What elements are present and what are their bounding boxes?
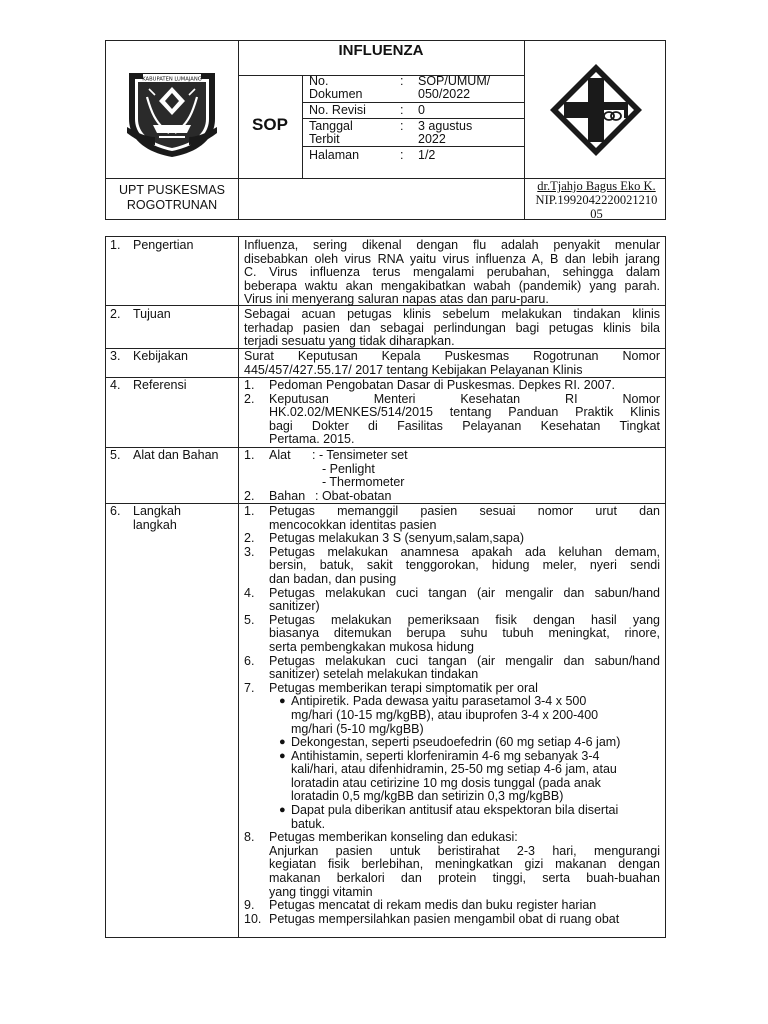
- item-number: 8.: [244, 830, 255, 845]
- item-number: 4.: [244, 585, 255, 600]
- text-line: Petugas mencatat di rekam medis dan buku register harian: [269, 898, 597, 913]
- list-item: [238, 379, 660, 393]
- item-number: 10.: [244, 911, 262, 926]
- section-number: 4.: [110, 378, 121, 392]
- section-text-kebijakan: [244, 350, 660, 377]
- item-number: 2.: [244, 488, 255, 503]
- text-line: HK.02.02/MENKES/514/2015 tentang Panduan Praktik Klinis: [269, 405, 660, 420]
- kabupaten-emblem-icon: [125, 67, 219, 159]
- section-title: Referensi: [133, 378, 187, 392]
- text-line: Petugas melakukan cuci tangan (air mengalir dan sabun/hand: [269, 585, 660, 600]
- text-line: kegiatan fisik berlebihan, meningkatkan gizi makanan dengan: [269, 857, 660, 872]
- unit-name: [106, 183, 238, 213]
- field-value: 1/2: [418, 148, 436, 162]
- section-title: Tujuan: [133, 307, 171, 321]
- item-number: 1.: [244, 448, 255, 462]
- list-item: [238, 899, 660, 913]
- bullet-icon: ●: [279, 736, 286, 749]
- item-number: 6.: [244, 653, 255, 668]
- signer-nip: NIP.1992042220021210: [535, 193, 658, 207]
- text-line: disebabkan oleh virus RNA yaitu virus influenza A, B dan lebih jarang: [244, 251, 660, 266]
- list-item: [238, 913, 660, 927]
- item-number: 1.: [244, 504, 255, 518]
- puskesmas-logo-icon: [546, 60, 646, 160]
- text-line: Petugas mempersilahkan pasien mengambil obat di ruang obat: [269, 911, 620, 926]
- text-line: sanitizer) setelah melakukan tindakan: [269, 667, 479, 682]
- text-line: Petugas memanggil pasien sesuai nomor urut dan: [269, 504, 660, 518]
- field-label: Dokumen: [309, 87, 363, 101]
- alat-item: - Thermometer: [322, 475, 405, 490]
- sop-label: SOP: [252, 115, 288, 134]
- item-number: 2.: [244, 531, 255, 546]
- field-colon: :: [400, 119, 404, 133]
- text-line: yang tinggi vitamin: [269, 884, 373, 899]
- text-line: Dekongestan, seperti pseudoefedrin (60 mg setiap 4-6 jam): [291, 735, 621, 750]
- section-title: Pengertian: [133, 238, 194, 252]
- therapy-item: [238, 736, 660, 750]
- section-number: 2.: [110, 307, 121, 321]
- unit-line: UPT PUSKESMAS: [118, 183, 226, 197]
- text-line: Sebagai acuan petugas klinis sebelum melakukan tindakan klinis: [244, 307, 660, 321]
- bullet-icon: ●: [279, 749, 286, 762]
- field-label: Terbit: [309, 132, 340, 146]
- therapy-item: [238, 750, 660, 804]
- list-item: [238, 682, 660, 696]
- text-line: mencocokkan identitas pasien: [269, 517, 437, 532]
- text-line: mg/hari (10-15 mg/kgBB), atau ibuprofen 3-4 x 200-400: [291, 707, 599, 722]
- text-line: Petugas melakukan anamnesa apakah ada keluhan demam,: [269, 544, 660, 559]
- emblem-text: KABUPATEN LUMAJANG: [142, 76, 202, 83]
- field-colon: :: [400, 74, 404, 88]
- text-line: Pertama. 2015.: [269, 432, 355, 447]
- text-line: Petugas melakukan cuci tangan (air mengalir dan sabun/hand: [269, 653, 660, 668]
- list-item: [238, 587, 660, 614]
- divider: [302, 75, 303, 178]
- list-item: [238, 655, 660, 682]
- signer-nip-cont: 05: [590, 207, 603, 221]
- bahan-label: Bahan: [269, 488, 306, 503]
- text-line: Keputusan Menteri Kesehatan RI Nomor: [269, 391, 660, 406]
- field-label: No.: [309, 74, 329, 88]
- text-line: C. Virus influenza terus mengalami perubahan, sehingga dalam: [244, 265, 660, 280]
- item-number: 5.: [244, 612, 255, 627]
- item-number: 1.: [244, 378, 255, 392]
- text-line: Virus ini menyerang saluran napas atas dan paru-paru.: [244, 292, 549, 307]
- text-line: dan badan, dan pusing: [269, 571, 397, 586]
- text-line: serta pembengkakan mukosa hidung: [269, 639, 474, 654]
- text-line: beberapa waktu akan mengakibatkan wabah (pandemik) yang parah.: [244, 278, 660, 293]
- title-line: Langkah: [133, 504, 181, 518]
- text-line: terjadi sesuatu yang tidak diharapkan.: [244, 334, 455, 349]
- section-text-pengertian: [244, 239, 660, 307]
- field-value: 0: [418, 103, 425, 117]
- divider: [302, 146, 524, 147]
- section-title: [133, 505, 233, 532]
- text-line: makanan berkalori dan protein tinggi, serta buah-buahan: [269, 871, 660, 886]
- text-line: Antihistamin, seperti klorfeniramin 4-6 mg sebanyak 3-4: [291, 748, 600, 763]
- text-line: Petugas melakukan 3 S (senyum,salam,sapa): [269, 531, 524, 546]
- text-line: kali/hari, atau difenhidramin, 25-50 mg setiap 4-6 jam, atau: [291, 762, 617, 777]
- text-line: 445/457/427.55.17/ 2017 tentang Kebijakan Pelayanan Klinis: [244, 362, 583, 377]
- signature-block: [526, 179, 667, 221]
- content-table: [105, 236, 666, 938]
- item-number: 7.: [244, 680, 255, 695]
- header-table: [105, 40, 666, 220]
- field-label: Halaman: [309, 148, 360, 162]
- alat-item: : - Tensimeter set: [312, 448, 408, 462]
- field-value: SOP/UMUM/: [418, 74, 491, 88]
- field-value: 2022: [418, 132, 446, 146]
- text-line: Antipiretik. Pada dewasa yaitu parasetamol 3-4 x 500: [291, 694, 587, 709]
- section-number: 1.: [110, 238, 121, 252]
- unit-line: ROGOTRUNAN: [126, 198, 218, 212]
- field-label: Tanggal: [309, 119, 353, 133]
- list-item: [238, 546, 660, 587]
- list-item: [238, 831, 660, 899]
- field-value: 050/2022: [418, 87, 471, 101]
- divider: [524, 41, 525, 219]
- item-number: 9.: [244, 898, 255, 913]
- text-line: Petugas memberikan konseling dan edukasi:: [269, 830, 518, 845]
- title-line: langkah: [133, 517, 177, 532]
- alat-label: Alat: [269, 448, 291, 462]
- text-line: Anjurkan pasien untuk beristirahat 2-3 hari, mengurangi: [269, 843, 660, 858]
- alat-item: - Penlight: [322, 461, 375, 476]
- text-line: Influenza, sering dikenal dengan flu adalah penyakit menular: [244, 238, 660, 252]
- alat-bahan-list: [238, 449, 660, 503]
- referensi-list: [238, 379, 660, 447]
- signer-name: dr.Tjahjo Bagus Eko K.: [537, 179, 656, 193]
- bullet-icon: ●: [279, 695, 286, 708]
- section-number: 5.: [110, 448, 121, 462]
- field-colon: :: [400, 148, 404, 162]
- text-line: sanitizer): [269, 599, 320, 614]
- text-line: loratadin atau cetirizine 10 mg dosis tunggal (pada anak: [291, 775, 601, 790]
- field-colon: :: [400, 103, 404, 117]
- therapy-item: [238, 695, 660, 736]
- list-item: [238, 614, 660, 655]
- item-number: 2.: [244, 391, 255, 406]
- section-title: Alat dan Bahan: [133, 448, 219, 462]
- text-line: Pedoman Pengobatan Dasar di Puskesmas. Depkes RI. 2007.: [269, 378, 616, 392]
- text-line: loratadin 0,5 mg/kgBB dan setirizin 0,3 mg/kgBB): [291, 789, 564, 804]
- text-line: Dapat pula diberikan antitusif atau ekspektoran bila disertai: [291, 803, 619, 818]
- langkah-list: [238, 505, 660, 926]
- section-number: 3.: [110, 349, 121, 363]
- therapy-item: [238, 804, 660, 831]
- item-number: 3.: [244, 544, 255, 559]
- text-line: biasanya ditemukan berupa suhu tubuh meningkat, rinore,: [269, 626, 660, 641]
- text-line: bagi Dokter di Fasilitas Pelayanan Kesehatan Tingkat: [269, 418, 660, 433]
- field-value: 3 agustus: [418, 119, 473, 133]
- field-label: No. Revisi: [309, 103, 366, 117]
- section-title: Kebijakan: [133, 349, 188, 363]
- text-line: terhadap pasien dan sebagai perlindungan bagi petugas klinis bila: [244, 320, 660, 335]
- list-item: [238, 505, 660, 532]
- text-line: mg/hari (5-10 mg/kgBB): [291, 721, 424, 736]
- text-line: bersin, batuk, sakit tenggorokan, hidung meler, nyeri sendi: [269, 558, 660, 573]
- section-number: 6.: [110, 504, 121, 518]
- section-text-tujuan: [244, 308, 660, 349]
- text-line: Petugas memberikan terapi simptomatik per oral: [269, 680, 538, 695]
- bullet-icon: ●: [279, 804, 286, 817]
- bahan-value: : Obat-obatan: [315, 488, 392, 503]
- list-item: [238, 532, 660, 546]
- text-line: Surat Keputusan Kepala Puskesmas Rogotrunan Nomor: [244, 349, 660, 363]
- text-line: Petugas melakukan pemeriksaan fisik dengan hasil yang: [269, 612, 660, 627]
- text-line: batuk.: [291, 816, 326, 831]
- list-item: [238, 393, 660, 447]
- document-title: INFLUENZA: [338, 42, 424, 59]
